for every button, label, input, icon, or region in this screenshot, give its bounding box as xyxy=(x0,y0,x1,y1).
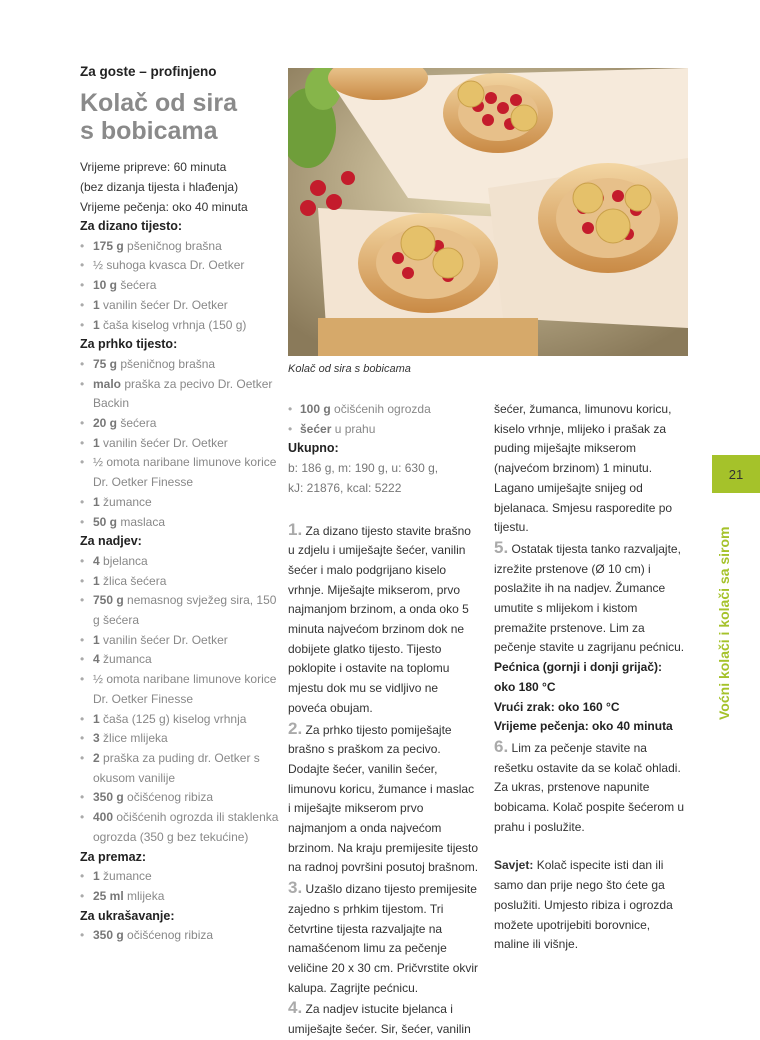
bake-time-value: oko 40 minuta xyxy=(172,200,248,214)
ingredient-section-heading: Za ukrašavanje: xyxy=(80,908,175,923)
ingredient-text: praška za puding dr. Oetker s okusom vanilije xyxy=(93,750,260,785)
ingredient-quantity: 750 g xyxy=(93,593,124,608)
total-heading: Ukupno: xyxy=(288,441,339,456)
bake-time-label: Vrijeme pečenja: xyxy=(80,200,173,214)
ingredient-quantity: 2 xyxy=(93,750,100,765)
ingredient-quantity: 20 g xyxy=(93,416,118,431)
ingredient-item xyxy=(80,631,280,651)
photo-caption: Kolač od sira s bobicama xyxy=(288,363,411,375)
method-column-1 xyxy=(288,400,480,1040)
time-note: (bez dizanja tijesta i hlađenja) xyxy=(80,180,239,194)
ingredient-quantity: 1 xyxy=(93,435,100,450)
ingredient-text: čaša (125 g) kiselog vrhnja xyxy=(99,711,247,726)
total-line-2: kJ: 21876, kcal: 5222 xyxy=(288,480,402,495)
ingredient-item xyxy=(80,493,280,513)
ingredient-list xyxy=(80,926,280,946)
ingredient-quantity: 4 xyxy=(93,553,100,568)
ingredient-section-heading: Za dizano tijesto: xyxy=(80,219,183,233)
ingredient-text: mlijeka xyxy=(123,888,165,903)
ingredient-quantity: 400 xyxy=(93,810,114,825)
ingredient-text: ½ suhoga kvasca Dr. Oetker xyxy=(93,258,245,273)
step-5 xyxy=(494,538,688,658)
ingredient-item xyxy=(80,296,280,316)
ingredient-quantity: malo xyxy=(93,376,122,391)
page-number: 21 xyxy=(728,466,744,482)
ingredient-quantity: 1 xyxy=(93,632,100,647)
ingredient-item xyxy=(80,788,280,808)
ingredient-item xyxy=(80,749,280,788)
ingredient-item xyxy=(80,256,280,276)
recipe-title xyxy=(80,89,280,145)
ingredient-text: žumance xyxy=(99,869,152,884)
cake-photo xyxy=(288,68,688,356)
ingredient-item xyxy=(80,867,280,887)
step-2 xyxy=(288,719,480,879)
ingredient-section-heading: Za nadjev: xyxy=(80,534,142,549)
step-1-number: 1. xyxy=(288,519,303,539)
ingredient-text: nemasnog svježeg sira, 150 g šećera xyxy=(93,593,277,628)
ingredient-quantity: 10 g xyxy=(93,278,118,293)
ingredient-list xyxy=(80,867,280,906)
ingredient-item xyxy=(80,414,280,434)
ingredient-item xyxy=(80,552,280,572)
prep-time-label: Vrijeme pripreve: xyxy=(80,160,174,174)
step-5-text: Ostatak tijesta tanko razvaljajte, izrežite prstenove (Ø 10 cm) i poslažite ih na nadjev. Žumance umutite s mlijekom i kistom premažite prstenove. Lim za pečenje stavite u zagrijanu pećnicu. xyxy=(494,541,685,655)
ingredient-text: žlice mlijeka xyxy=(99,731,168,746)
category-label: Za goste – profinjeno xyxy=(80,64,217,79)
step-5-number: 5. xyxy=(494,537,509,557)
title-line-1: Kolač od sira xyxy=(80,89,237,117)
ingredients-column xyxy=(80,64,280,946)
title-line-2: s bobicama xyxy=(80,117,218,145)
ingredient-text: praška za pecivo Dr. Oetker Backin xyxy=(93,376,273,411)
ingredient-text: čaša kiselog vrhnja (150 g) xyxy=(99,317,247,332)
tip xyxy=(494,856,688,955)
oven-heading: Pećnica (gornji i donji grijač): xyxy=(494,660,663,675)
ingredient-item xyxy=(80,572,280,592)
ingredient-text: pšeničnog brašna xyxy=(117,356,216,371)
step-4-continued: šećer, žumanca, limunovu koricu, kiselo vrhnje, mlijeko i prašak za puding miješajte mikserom (najvećom brzinom) 1 minutu. Lagano umiješajte snijeg od bjelanaca. Smjesu rasporedite po tijestu. xyxy=(494,402,673,535)
ingredient-text: očišćenog ribiza xyxy=(123,928,214,943)
ingredient-text: žumanca xyxy=(99,652,152,667)
step-3-number: 3. xyxy=(288,878,303,898)
ingredient-list xyxy=(80,237,280,336)
ingredient-item xyxy=(80,434,280,454)
ingredient-text: bjelanca xyxy=(99,553,148,568)
ingredient-text: u prahu xyxy=(331,421,376,436)
step-6 xyxy=(494,737,688,838)
ingredient-text: očišćenih ogrozda xyxy=(330,402,431,416)
ingredient-text: ½ omota naribane limunove korice Dr. Oetker Finesse xyxy=(93,672,277,706)
ingredient-text: šećera xyxy=(117,278,157,293)
ingredient-text: vanilin šećer Dr. Oetker xyxy=(99,435,228,450)
ingredient-text: očišćenog ribiza xyxy=(123,790,214,805)
step-1-text: Za dizano tijesto stavite brašno u zdjelu i umiješajte šećer, vanilin šećer i malo podgrijano kiselo vrhnje. Miješajte mikserom, prvo najmanjom brzinom, a onda oko 5 minuta najvećom brzinom dok ne dobijete glatko tijesto. Tijesto poklopite i ostavite na toplomu mjestu dok mu se vidljivo ne poveća obujam. xyxy=(288,523,471,715)
ingredient-item xyxy=(80,316,280,336)
ingredient-text: žlica šećera xyxy=(99,573,167,588)
step-4-number: 4. xyxy=(288,998,303,1018)
ingredient-text: očišćenih ogrozda ili staklenka ogrozda (350 g bez tekućine) xyxy=(93,810,279,844)
ingredient-item xyxy=(80,237,280,257)
ingredient-quantity: 50 g xyxy=(93,514,118,529)
ingredient-item xyxy=(80,355,280,375)
ingredient-item xyxy=(80,808,280,847)
step-6-text: Lim za pečenje stavite na rešetku ostavite da se kolač ohladi. Za ukras, prstenove napunite bobicama. Kolač pospite šećerom u prahu i poslužite. xyxy=(494,740,685,834)
ingredient-quantity: 4 xyxy=(93,652,100,667)
ingredient-item xyxy=(80,513,280,533)
ingredient-quantity: 1 xyxy=(93,869,100,884)
step-3 xyxy=(288,878,480,998)
ingredient-text: vanilin šećer Dr. Oetker xyxy=(99,632,228,647)
ingredient-item xyxy=(80,375,280,414)
ingredient-list xyxy=(80,552,280,848)
prep-time xyxy=(80,157,280,177)
ingredient-quantity: 1 xyxy=(93,573,100,588)
ingredient-item xyxy=(80,926,280,946)
step-1 xyxy=(288,520,480,719)
ingredient-item xyxy=(80,591,280,630)
prep-time-value: 60 minuta xyxy=(173,160,227,174)
ingredient-quantity: 1 xyxy=(93,317,100,332)
ingredient-text: maslaca xyxy=(117,514,166,529)
ingredient-item xyxy=(80,650,280,670)
step-3-text: Uzašlo dizano tijesto premijesite zajedno s prhkim tijestom. Tri četvrtine tijesta razvaljajte na namašćenom limu za pečenje veličine 20 x 30 cm. Pričvrstite okvir kalupa. Zagrijte pećnicu. xyxy=(288,882,479,995)
ingredient-quantity: 100 g xyxy=(300,402,331,416)
ingredient-text: pšeničnog brašna xyxy=(123,238,222,253)
tip-text: Kolač ispecite isti dan ili samo dan prije nego što ćete ga poslužiti. Umjesto ribiza i ogrozda možete upotrijebiti borovnice, maline ili višnje. xyxy=(494,858,673,952)
ingredient-sections xyxy=(80,217,280,946)
ingredient-text: ½ omota naribane limunove korice Dr. Oetker Finesse xyxy=(93,455,277,490)
step-2-text: Za prhko tijesto pomiješajte brašno s praškom za pecivo. Dodajte šećer, vanilin šećer, limunovu koricu, žumance i maslac i miješajte mikserom prvo najmanjom a onda najvećom brzinom. Na kraju premijesite tijesto na radnoj površini posutoj brašnom. xyxy=(288,722,479,875)
method-column-2 xyxy=(494,400,688,955)
ingredient-item xyxy=(288,420,480,440)
baking-time: Vrijeme pečenja: oko 40 minuta xyxy=(494,719,673,734)
ingredient-text: šećera xyxy=(117,416,157,431)
ingredient-quantity: 1 xyxy=(93,494,100,509)
chapter-title: Voćni kolači i kolači sa sirom xyxy=(716,526,732,720)
ingredient-item xyxy=(80,710,280,730)
ingredient-text: žumance xyxy=(99,494,152,509)
step-2-number: 2. xyxy=(288,718,303,738)
ingredient-item xyxy=(80,729,280,749)
ingredient-text: vanilin šećer Dr. Oetker xyxy=(99,297,228,312)
bake-time xyxy=(80,197,280,217)
ingredient-quantity: 350 g xyxy=(93,928,124,943)
ingredient-item xyxy=(80,670,280,709)
tip-label: Savjet: xyxy=(494,858,534,873)
hot-air-temperature: Vrući zrak: oko 160 °C xyxy=(494,699,620,714)
ingredient-quantity: 350 g xyxy=(93,790,124,805)
ingredient-list xyxy=(80,355,280,532)
ingredient-item xyxy=(80,276,280,296)
page-number-tab xyxy=(712,455,760,493)
step-4-text: Za nadjev istucite bjelanca i umiješajte šećer. Sir, šećer, vanilin xyxy=(288,1002,471,1037)
ingredient-quantity: šećer xyxy=(300,421,332,436)
ingredient-item xyxy=(80,453,280,492)
ingredient-quantity: 75 g xyxy=(93,356,118,371)
ingredient-section-heading: Za premaz: xyxy=(80,849,146,864)
remaining-ingredients xyxy=(288,400,480,439)
ingredient-quantity: 3 xyxy=(93,731,100,746)
step-4 xyxy=(288,998,480,1039)
step-6-number: 6. xyxy=(494,736,509,756)
ingredient-item xyxy=(288,400,480,420)
ingredient-item xyxy=(80,887,280,907)
ingredient-quantity: 25 ml xyxy=(93,888,124,903)
ingredient-quantity: 1 xyxy=(93,711,100,726)
ingredient-quantity: 1 xyxy=(93,297,100,312)
ingredient-section-heading: Za prhko tijesto: xyxy=(80,337,178,352)
oven-temperature: oko 180 °C xyxy=(494,679,556,694)
cake-photo-illustration xyxy=(288,68,688,356)
total-line-1: b: 186 g, m: 190 g, u: 630 g, xyxy=(288,461,439,476)
ingredient-quantity: 175 g xyxy=(93,238,124,253)
